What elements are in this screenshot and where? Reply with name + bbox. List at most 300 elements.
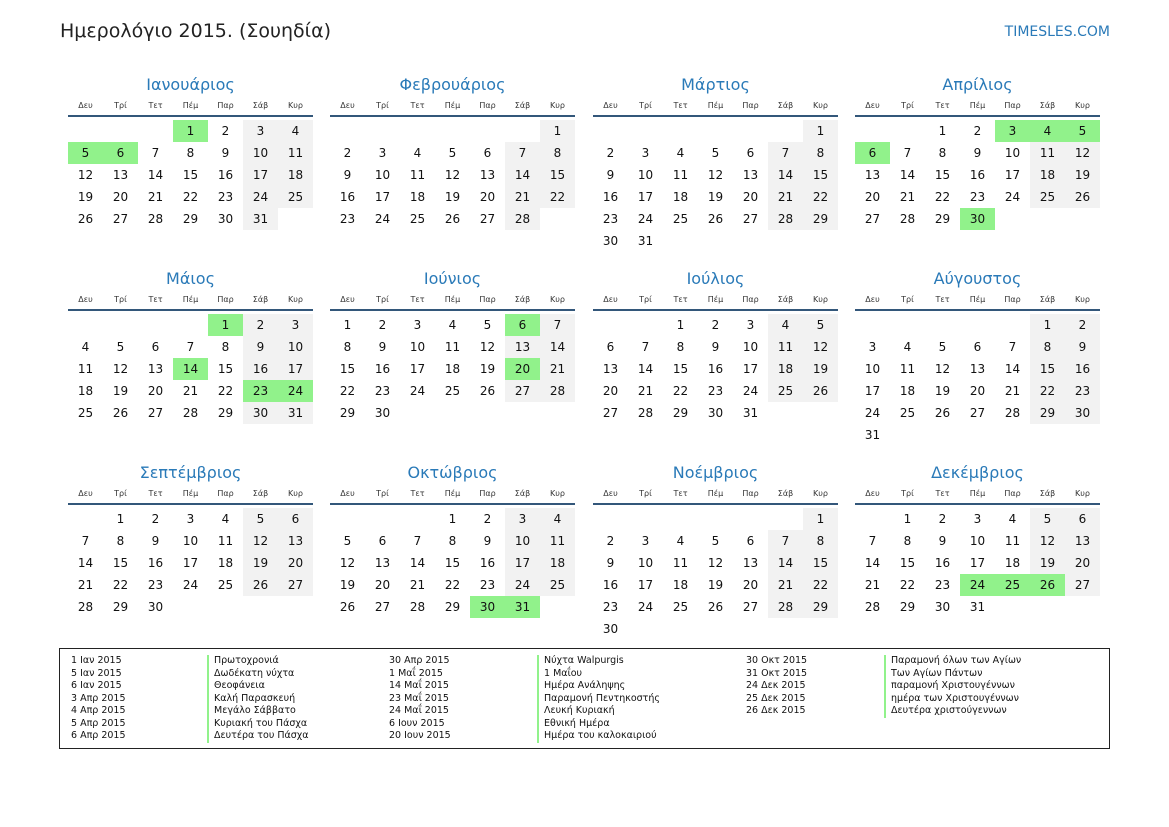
day-cell: 16 [217, 168, 234, 182]
day-cell: 4 [903, 340, 912, 354]
weekday-label: Τετ [935, 101, 950, 110]
day-cell: 19 [479, 362, 496, 376]
month-name: Ιανουάριος [146, 75, 235, 94]
day-cell: 26 [243, 574, 278, 596]
month-name: Αύγουστος [933, 269, 1022, 288]
day-cell: 10 [182, 534, 199, 548]
weekday-label: Τρί [114, 489, 127, 498]
day-cell: 2 [606, 146, 615, 160]
day-cell: 2 [221, 124, 230, 138]
day-grid [330, 314, 575, 424]
month-3 [593, 75, 838, 252]
holiday-date: 24 Δεκ 2015 [746, 680, 806, 691]
day-grid [593, 120, 838, 252]
day-cell: 29 [112, 600, 129, 614]
day-cell: 26 [934, 406, 951, 420]
day-cell: 16 [934, 556, 951, 570]
day-cell-holiday: 3 [995, 120, 1030, 142]
holiday-name: Θεοφάνεια [214, 680, 265, 691]
day-cell: 25 [1030, 186, 1065, 208]
day-cell: 20 [742, 578, 759, 592]
day-cell: 2 [711, 318, 720, 332]
day-cell: 20 [1065, 552, 1100, 574]
day-cell: 12 [934, 362, 951, 376]
holiday-date: 1 Ιαν 2015 [71, 655, 122, 666]
day-cell: 21 [899, 190, 916, 204]
day-cell: 22 [182, 190, 199, 204]
day-cell: 26 [707, 600, 724, 614]
day-cell: 10 [505, 530, 540, 552]
day-cell: 16 [707, 362, 724, 376]
day-cell: 18 [672, 190, 689, 204]
day-cell: 8 [803, 530, 838, 552]
weekday-label: Παρ [742, 489, 759, 498]
holiday-name: Πρωτοχρονιά [214, 655, 279, 666]
day-cell: 27 [1065, 574, 1100, 596]
day-cell: 20 [147, 384, 164, 398]
day-cell: 14 [864, 556, 881, 570]
day-cell: 17 [374, 190, 391, 204]
header-divider [593, 503, 838, 505]
day-cell: 1 [803, 120, 838, 142]
day-cell: 26 [112, 406, 129, 420]
holiday-date: 6 Ιουν 2015 [389, 717, 445, 729]
day-cell: 9 [938, 534, 947, 548]
day-cell: 6 [973, 340, 982, 354]
day-cell: 30 [934, 600, 951, 614]
holiday-name: Παραμονή όλων των Αγίων [891, 655, 1022, 666]
day-cell-holiday: 6 [855, 142, 890, 164]
day-cell: 21 [147, 190, 164, 204]
day-cell: 12 [479, 340, 496, 354]
day-cell: 17 [505, 552, 540, 574]
day-cell: 28 [505, 208, 540, 230]
weekday-label: Κυρ [813, 101, 828, 110]
day-cell: 9 [606, 556, 615, 570]
day-cell: 13 [1065, 530, 1100, 552]
day-cell: 27 [602, 406, 619, 420]
day-cell: 15 [672, 362, 689, 376]
weekday-label: Τετ [410, 489, 425, 498]
holiday-date: 6 Απρ 2015 [71, 730, 126, 741]
day-cell: 13 [864, 168, 881, 182]
month-name: Ιούλιος [686, 269, 745, 288]
day-cell: 22 [803, 186, 838, 208]
weekday-label: Κυρ [550, 295, 565, 304]
day-cell: 16 [339, 190, 356, 204]
day-cell: 19 [1065, 164, 1100, 186]
weekday-label: Κυρ [813, 489, 828, 498]
weekday-label: Σάβ [514, 489, 531, 498]
month-8 [855, 269, 1100, 446]
day-cell: 12 [243, 530, 278, 552]
day-cell: 21 [182, 384, 199, 398]
day-cell: 24 [409, 384, 426, 398]
month-name: Οκτώβριος [407, 463, 498, 482]
day-cell: 7 [81, 534, 90, 548]
weekday-label: Σάβ [777, 295, 794, 304]
day-cell: 4 [448, 318, 457, 332]
day-cell: 29 [672, 406, 689, 420]
day-cell: 7 [505, 142, 540, 164]
day-cell: 7 [1008, 340, 1017, 354]
header-divider [330, 503, 575, 505]
weekday-header [68, 292, 313, 308]
day-cell: 4 [768, 314, 803, 336]
weekday-header [68, 486, 313, 502]
day-cell: 8 [221, 340, 230, 354]
day-cell: 26 [479, 384, 496, 398]
weekday-header [330, 486, 575, 502]
day-cell: 1 [903, 512, 912, 526]
day-cell: 4 [221, 512, 230, 526]
holiday-name: Καλή Παρασκευή [214, 692, 296, 704]
day-cell: 11 [278, 142, 313, 164]
day-cell-holiday: 14 [173, 358, 208, 380]
day-cell: 25 [217, 578, 234, 592]
weekday-label: Σάβ [1039, 489, 1056, 498]
day-cell: 18 [409, 190, 426, 204]
day-cell: 29 [899, 600, 916, 614]
weekday-label: Παρ [479, 101, 496, 110]
day-cell: 25 [540, 574, 575, 596]
weekday-label: Δευ [340, 489, 355, 498]
day-cell: 8 [343, 340, 352, 354]
holiday-name: Δευτέρα του Πάσχα [214, 730, 309, 741]
day-cell: 16 [479, 556, 496, 570]
weekday-label: Παρ [1004, 489, 1021, 498]
day-cell: 1 [343, 318, 352, 332]
header-divider [855, 503, 1100, 505]
day-cell: 15 [182, 168, 199, 182]
holiday-name: Δευτέρα χριστούγεννων [891, 705, 1007, 716]
day-cell-holiday: 31 [505, 596, 540, 618]
day-cell: 2 [378, 318, 387, 332]
holiday-name: Των Αγίων Πάντων [891, 667, 983, 679]
day-cell: 26 [77, 212, 94, 226]
day-cell: 23 [479, 578, 496, 592]
month-name: Δεκέμβριος [931, 463, 1024, 482]
weekday-header [330, 292, 575, 308]
weekday-label: Κυρ [550, 489, 565, 498]
day-cell: 6 [606, 340, 615, 354]
day-cell: 12 [1030, 530, 1065, 552]
day-cell: 7 [151, 146, 160, 160]
weekday-label: Πέμ [707, 489, 724, 498]
month-name: Μάιος [166, 269, 215, 288]
weekday-label: Κυρ [288, 489, 303, 498]
day-cell: 26 [339, 600, 356, 614]
day-grid [855, 508, 1100, 618]
day-cell: 29 [217, 406, 234, 420]
day-cell: 9 [711, 340, 720, 354]
day-cell: 24 [864, 406, 881, 420]
day-cell: 21 [77, 578, 94, 592]
day-cell: 16 [147, 556, 164, 570]
day-cell: 18 [540, 552, 575, 574]
day-cell: 2 [151, 512, 160, 526]
day-cell: 7 [641, 340, 650, 354]
day-grid [68, 120, 313, 230]
holiday-date: 5 Ιαν 2015 [71, 667, 122, 679]
weekday-label: Δευ [78, 101, 93, 110]
day-cell: 4 [1008, 512, 1017, 526]
day-cell: 12 [444, 168, 461, 182]
day-cell: 10 [243, 142, 278, 164]
day-cell: 14 [147, 168, 164, 182]
day-cell: 18 [444, 362, 461, 376]
weekday-label: Παρ [479, 295, 496, 304]
day-cell: 13 [112, 168, 129, 182]
day-cell: 21 [864, 578, 881, 592]
day-cell-holiday: 5 [68, 142, 103, 164]
day-cell: 15 [339, 362, 356, 376]
day-cell: 20 [969, 384, 986, 398]
holiday-dates-column [746, 655, 807, 718]
day-cell: 15 [217, 362, 234, 376]
day-cell: 24 [637, 600, 654, 614]
day-cell: 21 [1004, 384, 1021, 398]
day-cell: 22 [672, 384, 689, 398]
weekday-header [330, 98, 575, 114]
day-cell: 14 [505, 164, 540, 186]
weekday-label: Τετ [673, 489, 688, 498]
day-grid [593, 508, 838, 640]
day-cell: 13 [278, 530, 313, 552]
holiday-name: Μεγάλο Σάββατο [214, 705, 296, 716]
weekday-label: Τρί [901, 489, 914, 498]
day-cell: 17 [243, 164, 278, 186]
day-cell: 18 [1030, 164, 1065, 186]
holiday-name: 1 Μαΐου [544, 667, 583, 679]
weekday-label: Σάβ [514, 101, 531, 110]
day-cell: 13 [742, 168, 759, 182]
day-cell: 11 [77, 362, 94, 376]
day-cell: 7 [768, 530, 803, 552]
day-cell: 22 [217, 384, 234, 398]
day-cell: 23 [602, 212, 619, 226]
weekday-label: Σάβ [252, 295, 269, 304]
day-cell: 18 [768, 358, 803, 380]
day-cell: 20 [112, 190, 129, 204]
day-cell: 27 [742, 212, 759, 226]
month-9 [68, 463, 313, 618]
holiday-names-column [537, 655, 660, 743]
day-grid [330, 120, 575, 230]
day-cell: 31 [637, 234, 654, 248]
day-cell: 12 [77, 168, 94, 182]
day-cell: 23 [217, 190, 234, 204]
holiday-date: 3 Απρ 2015 [71, 692, 126, 704]
month-name: Μάρτιος [681, 75, 750, 94]
day-cell: 9 [343, 168, 352, 182]
day-cell: 25 [77, 406, 94, 420]
day-cell: 23 [1065, 380, 1100, 402]
day-cell: 13 [479, 168, 496, 182]
weekday-header [855, 292, 1100, 308]
month-11 [593, 463, 838, 640]
day-cell: 5 [711, 146, 720, 160]
day-cell: 1 [676, 318, 685, 332]
weekday-header [593, 292, 838, 308]
weekday-label: Δευ [603, 101, 618, 110]
day-cell: 2 [483, 512, 492, 526]
day-cell: 22 [934, 190, 951, 204]
weekday-label: Κυρ [1075, 489, 1090, 498]
day-cell: 7 [413, 534, 422, 548]
day-cell: 22 [112, 578, 129, 592]
day-cell: 23 [969, 190, 986, 204]
weekday-label: Δευ [865, 489, 880, 498]
day-cell: 22 [803, 574, 838, 596]
day-cell: 5 [938, 340, 947, 354]
header-divider [855, 115, 1100, 117]
weekday-label: Παρ [479, 489, 496, 498]
site-link[interactable]: TIMESLES.COM [1004, 24, 1110, 40]
day-cell-holiday: 30 [470, 596, 505, 618]
holiday-date: 4 Απρ 2015 [71, 705, 126, 716]
weekday-label: Τετ [673, 295, 688, 304]
day-cell: 19 [803, 358, 838, 380]
weekday-label: Σάβ [514, 295, 531, 304]
header-divider [68, 115, 313, 117]
day-cell: 4 [81, 340, 90, 354]
month-6 [330, 269, 575, 424]
day-cell: 18 [77, 384, 94, 398]
weekday-label: Πέμ [444, 489, 461, 498]
weekday-label: Πέμ [969, 489, 986, 498]
weekday-label: Σάβ [1039, 101, 1056, 110]
day-cell: 3 [186, 512, 195, 526]
weekday-label: Τετ [935, 295, 950, 304]
day-cell: 20 [479, 190, 496, 204]
day-cell: 9 [973, 146, 982, 160]
day-cell: 29 [339, 406, 356, 420]
header-divider [330, 309, 575, 311]
day-cell: 25 [672, 212, 689, 226]
day-cell: 12 [803, 336, 838, 358]
holiday-date: 5 Απρ 2015 [71, 717, 126, 729]
day-cell: 24 [742, 384, 759, 398]
day-cell: 30 [1065, 402, 1100, 424]
day-cell: 28 [864, 600, 881, 614]
day-cell-holiday: 26 [1030, 574, 1065, 596]
day-cell: 13 [742, 556, 759, 570]
header-divider [68, 309, 313, 311]
day-cell: 24 [374, 212, 391, 226]
day-cell: 21 [637, 384, 654, 398]
day-cell: 19 [707, 190, 724, 204]
weekday-label: Παρ [217, 489, 234, 498]
day-cell: 12 [339, 556, 356, 570]
day-cell: 8 [540, 142, 575, 164]
day-cell: 3 [868, 340, 877, 354]
day-cell: 28 [1004, 406, 1021, 420]
day-cell: 27 [742, 600, 759, 614]
month-7 [593, 269, 838, 424]
weekday-label: Κυρ [1075, 101, 1090, 110]
day-cell: 17 [969, 556, 986, 570]
weekday-label: Τετ [148, 101, 163, 110]
day-cell: 18 [1004, 556, 1021, 570]
holiday-name: Εθνική Ημέρα [544, 717, 610, 729]
day-cell: 6 [746, 146, 755, 160]
weekday-label: Δευ [340, 295, 355, 304]
weekday-label: Δευ [603, 295, 618, 304]
day-cell: 17 [278, 358, 313, 380]
day-cell: 19 [112, 384, 129, 398]
day-cell: 29 [444, 600, 461, 614]
day-cell: 11 [409, 168, 426, 182]
day-cell: 27 [479, 212, 496, 226]
day-cell: 3 [413, 318, 422, 332]
day-cell-holiday: 20 [505, 358, 540, 380]
day-cell: 27 [864, 212, 881, 226]
weekday-label: Δευ [603, 489, 618, 498]
day-grid [68, 508, 313, 618]
weekday-label: Τετ [148, 295, 163, 304]
day-cell-holiday: 1 [173, 120, 208, 142]
day-cell: 25 [672, 600, 689, 614]
day-cell: 13 [374, 556, 391, 570]
holiday-date: 1 Μαΐ 2015 [389, 667, 443, 679]
day-cell: 24 [243, 186, 278, 208]
weekday-label: Τρί [114, 101, 127, 110]
day-cell: 14 [77, 556, 94, 570]
weekday-label: Πέμ [182, 489, 199, 498]
weekday-label: Τετ [673, 101, 688, 110]
header-divider [593, 115, 838, 117]
day-cell: 16 [374, 362, 391, 376]
day-cell: 23 [707, 384, 724, 398]
weekday-header [593, 98, 838, 114]
weekday-label: Πέμ [444, 101, 461, 110]
day-cell: 1 [1030, 314, 1065, 336]
day-cell: 27 [112, 212, 129, 226]
day-cell: 26 [1065, 186, 1100, 208]
weekday-label: Τρί [901, 295, 914, 304]
page-title: Ημερολόγιο 2015. (Σουηδία) [60, 20, 332, 42]
day-cell: 13 [505, 336, 540, 358]
day-cell: 19 [444, 190, 461, 204]
day-cell: 2 [606, 534, 615, 548]
day-cell: 10 [637, 556, 654, 570]
day-cell: 1 [803, 508, 838, 530]
day-cell: 11 [1030, 142, 1065, 164]
day-grid [593, 314, 838, 424]
day-cell: 11 [899, 362, 916, 376]
day-cell: 6 [746, 534, 755, 548]
day-cell: 24 [1004, 190, 1021, 204]
day-cell: 8 [803, 142, 838, 164]
day-cell-holiday: 6 [103, 142, 138, 164]
header-divider [330, 115, 575, 117]
month-name: Νοέμβριος [672, 463, 759, 482]
day-cell: 30 [602, 622, 619, 636]
weekday-label: Τετ [935, 489, 950, 498]
day-cell: 10 [637, 168, 654, 182]
day-cell: 6 [1065, 508, 1100, 530]
day-cell: 14 [540, 336, 575, 358]
weekday-label: Κυρ [550, 101, 565, 110]
weekday-label: Τετ [410, 295, 425, 304]
header-divider [593, 309, 838, 311]
month-2 [330, 75, 575, 230]
holiday-date: 26 Δεκ 2015 [746, 705, 806, 716]
day-cell: 3 [973, 512, 982, 526]
day-cell: 21 [768, 574, 803, 596]
day-cell: 30 [374, 406, 391, 420]
